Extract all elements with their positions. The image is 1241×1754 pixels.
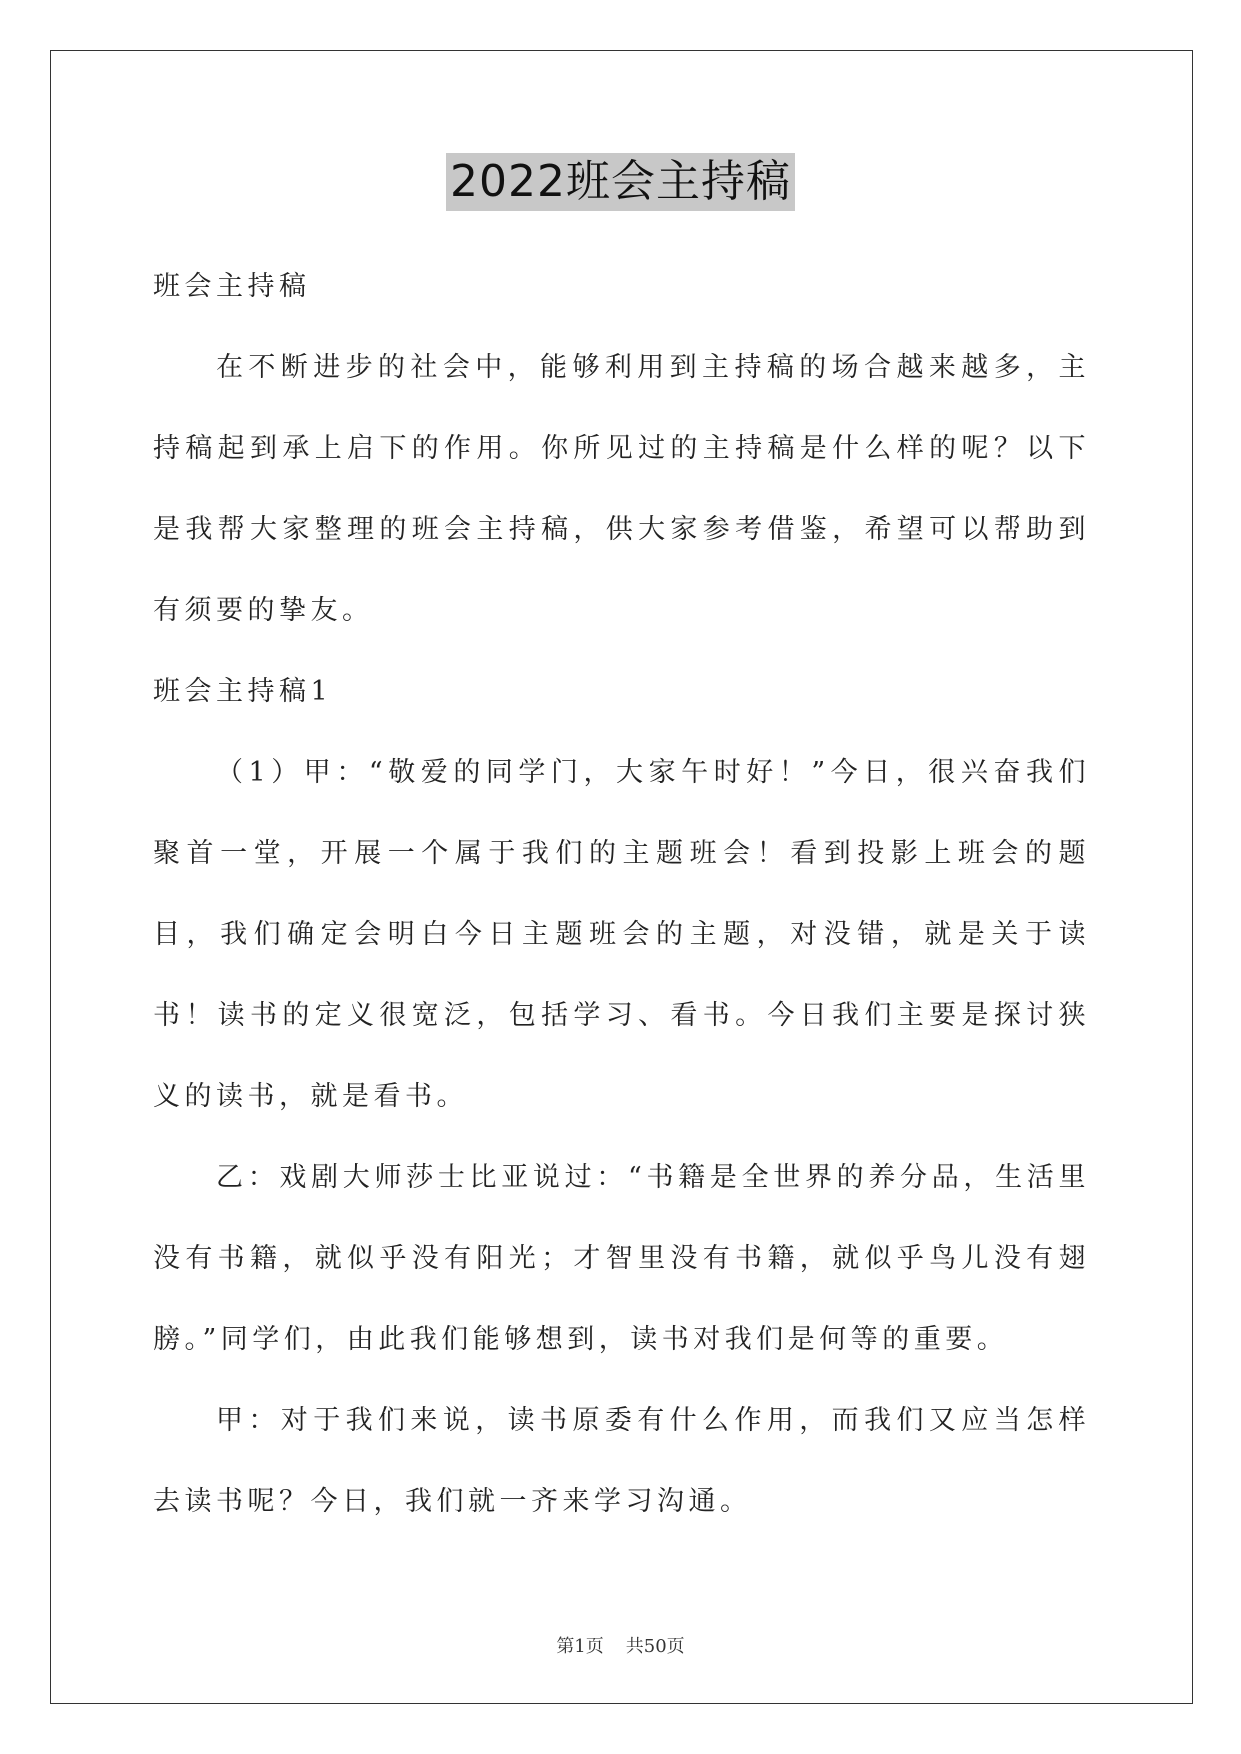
- document-title: 2022班会主持稿: [446, 153, 795, 211]
- paragraph-0: 班会主持稿: [153, 271, 311, 302]
- document-body: [153, 246, 1090, 1542]
- title-container: [0, 153, 1241, 211]
- paragraph-3: （1）甲：“敬爱的同学门，大家午时好！”今日，很兴奋我们聚首一堂，开展一个属于我们的主题班会！看到投影上班会的题目，我们确定会明白今日主题班会的主题，对没错，就是关于读书！读书的定义很宽泛，包括学习、看书。今日我们主要是探讨狭义的读书，就是看书。: [153, 757, 1090, 1112]
- page-total: 共50页: [625, 1636, 685, 1657]
- paragraph-1: 在不断进步的社会中，能够利用到主持稿的场合越来越多，主持稿起到承上启下的作用。你所见过的主持稿是什么样的呢？以下是我帮大家整理的班会主持稿，供大家参考借鉴，希望可以帮助到有须要的挚友。: [153, 352, 1090, 626]
- page-number: 第1页: [556, 1636, 604, 1657]
- paragraph-4: 乙：戏剧大师莎士比亚说过：“书籍是全世界的养分品，生活里没有书籍，就似乎没有阳光；才智里没有书籍，就似乎鸟儿没有翅膀。”同学们，由此我们能够想到，读书对我们是何等的重要。: [153, 1162, 1090, 1355]
- paragraph-2: 班会主持稿1: [153, 676, 333, 707]
- page-footer: [0, 1632, 1241, 1658]
- paragraph-5: 甲：对于我们来说，读书原委有什么作用，而我们又应当怎样去读书呢？今日，我们就一齐来学习沟通。: [153, 1405, 1090, 1517]
